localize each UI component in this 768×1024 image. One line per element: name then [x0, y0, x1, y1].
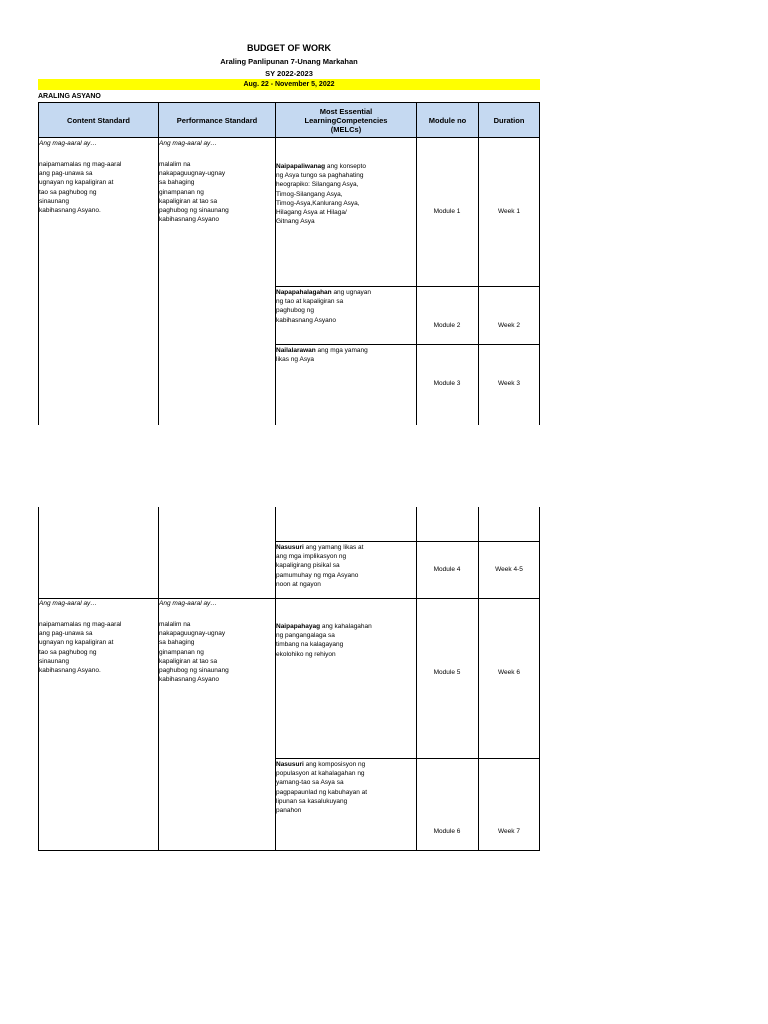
- grid-line: [275, 286, 540, 287]
- duration-cell: Week 2: [498, 322, 520, 329]
- grid-line: [38, 850, 540, 851]
- grid-line: [275, 541, 540, 542]
- column-header-content: Content Standard: [38, 102, 159, 138]
- date-range-bar: Aug. 22 - November 5, 2022: [38, 79, 540, 90]
- grid-line: [416, 507, 417, 851]
- content-standard-intro: Ang mag-aaral ay…: [39, 140, 97, 147]
- grid-line: [275, 344, 540, 345]
- performance-standard-intro: Ang mag-aaral ay…: [159, 600, 217, 607]
- document-title: BUDGET OF WORK: [247, 43, 331, 53]
- content-standard-text: naipamamalas ng mag-aaral ang pag-unawa sa ugnayan ng kapaligiran at tao sa paghubog ng sinaunang kabihasnang Asyano.: [39, 621, 122, 675]
- duration-cell: Week 1: [498, 208, 520, 215]
- column-header-performance: Performance Standard: [158, 102, 276, 138]
- melc-text: Naipapaliwanag ang konsepto ng Asya tungo sa paghahating heograpiko: Silangang Asya, Timog-Silangang Asya, Timog-Asya,Kanlurang Asya, Hilagang Asya at Hilaga/ Gitnang Asya: [276, 163, 366, 226]
- duration-cell: Week 6: [498, 669, 520, 676]
- melc-text: Naipapahayag ang kahalagahan ng pangangalaga sa timbang na kalagayang ekolohiko ng rehiyon: [276, 623, 372, 658]
- duration-cell: Week 4-5: [495, 566, 523, 573]
- column-header-module: Module no: [416, 102, 479, 138]
- module-cell: Module 6: [433, 828, 461, 835]
- grid-line: [38, 598, 540, 599]
- performance-standard-text: malalim na nakapaguugnay-ugnay sa bahaging ginampanan ng kapaligiran at tao sa paghubog ng sinaunang kabihasnang Asyano: [159, 621, 229, 684]
- performance-standard-text: malalim na nakapaguugnay-ugnay sa bahaging ginampanan ng kapaligiran at tao sa paghubog ng sinaunang kabihasnang Asyano: [159, 161, 229, 224]
- module-cell: Module 4: [433, 566, 461, 573]
- section-label: ARALING ASYANO: [38, 93, 101, 100]
- melc-text: Nailalarawan ang mga yamang likas ng Asya: [276, 347, 368, 364]
- duration-cell: Week 3: [498, 380, 520, 387]
- module-cell: Module 2: [433, 322, 461, 329]
- grid-line: [539, 507, 540, 851]
- document-subtitle: Araling Panlipunan 7-Unang Markahan: [220, 57, 358, 66]
- content-standard-intro: Ang mag-aaral ay…: [39, 600, 97, 607]
- grid-line: [275, 758, 540, 759]
- performance-standard-intro: Ang mag-aaral ay…: [159, 140, 217, 147]
- module-cell: Module 3: [433, 380, 461, 387]
- content-standard-text: naipamamalas ng mag-aaral ang pag-unawa sa ugnayan ng kapaligiran at tao sa paghubog ng sinaunang kabihasnang Asyano.: [39, 161, 122, 215]
- grid-line: [38, 507, 39, 851]
- module-cell: Module 5: [433, 669, 461, 676]
- column-header-melcs: Most Essential LearningCompetencies (MELCs): [275, 102, 417, 138]
- school-year: SY 2022-2023: [265, 69, 313, 78]
- module-cell: Module 1: [433, 208, 461, 215]
- melc-text: Napapahalagahan ang ugnayan ng tao at kapaligiran sa paghubog ng kabihasnang Asyano: [276, 289, 372, 324]
- melc-text: Nasusuri ang komposisyon ng populasyon at kahalagahan ng yamang-tao sa Asya sa pagpapaunlad ng kabuhayan at lipunan sa kasalukuyang panahon: [276, 761, 368, 815]
- column-header-duration: Duration: [478, 102, 540, 138]
- grid-line: [478, 507, 479, 851]
- melc-text: Nasusuri ang yamang likas at ang mga implikasyon ng kapaligirang pisikal sa pamumuhay ng mga Asyano noon at ngayon: [276, 544, 364, 588]
- duration-cell: Week 7: [498, 828, 520, 835]
